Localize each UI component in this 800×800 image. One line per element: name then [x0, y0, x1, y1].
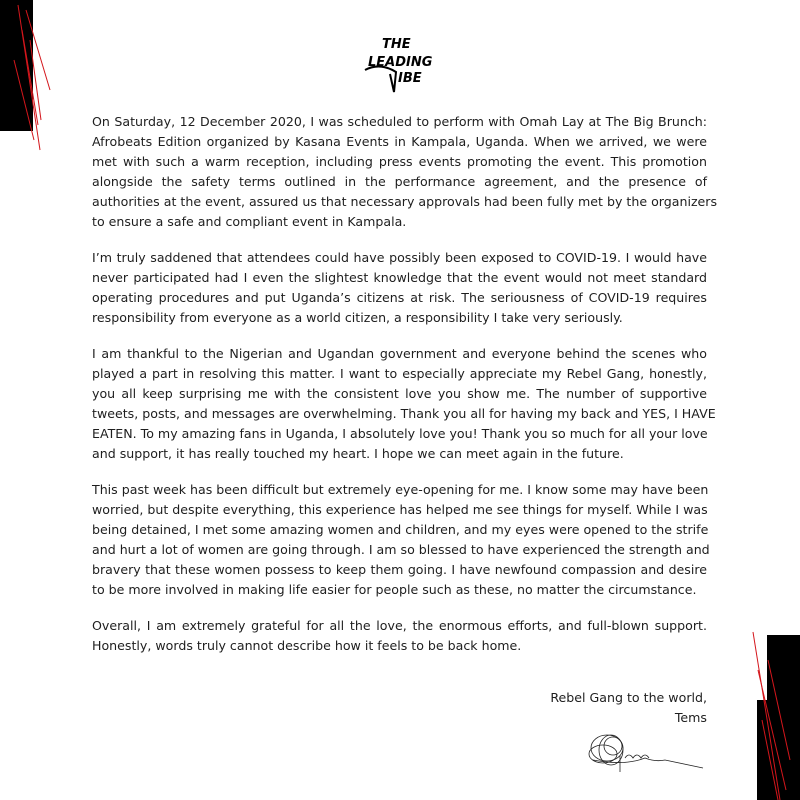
paragraph-line: bravery that these women possess to keep them going. I have newfound compassion and desire	[92, 562, 707, 577]
paragraph-line: and support, it has really touched my heart. I hope we can meet again in the future.	[92, 446, 624, 461]
paragraph-line: worried, but despite everything, this experience has helped me see things for myself. While I was	[92, 502, 708, 517]
signer-name: Tems	[674, 710, 707, 725]
paragraph-line: tweets, posts, and messages are overwhelming. Thank you all for having my back and YES, I HAVE	[92, 406, 716, 421]
paragraph-line: authorities at the event, assured us that necessary approvals had been fully met by the organizers	[92, 194, 718, 209]
letter-paragraph	[92, 480, 710, 600]
paragraph-line: Honestly, words truly cannot describe how it feels to be back home.	[92, 638, 522, 653]
svg-text:THE: THE	[382, 37, 411, 52]
decorative-brush-bottom-right	[750, 630, 800, 800]
paragraph-line: This past week has been difficult but extremely eye-opening for me. I know some may have been	[92, 482, 709, 497]
paragraph-line: I am thankful to the Nigerian and Ugandan government and everyone behind the scenes who	[92, 346, 707, 361]
paragraph-line: I’m truly saddened that attendees could have possibly been exposed to COVID-19. I would have	[92, 250, 707, 265]
svg-text:LEADING: LEADING	[368, 55, 433, 70]
paragraph-line: responsibility from everyone as a world citizen, a responsibility I take very seriously.	[92, 310, 623, 325]
letter-closing	[550, 688, 707, 728]
letter-paragraph	[92, 616, 707, 656]
paragraph-line: EATEN. To my amazing fans in Uganda, I absolutely love you! Thank you so much for all your love	[92, 426, 708, 441]
decorative-brush-top-left	[0, 0, 60, 160]
letter-paragraph	[92, 248, 707, 328]
paragraph-line: to be more involved in making life easier for people such as these, no matter the circumstance.	[92, 582, 697, 597]
letter-body	[92, 112, 718, 672]
paragraph-line: On Saturday, 12 December 2020, I was scheduled to perform with Omah Lay at The Big Brunch:	[92, 114, 707, 129]
paragraph-line: played a part in resolving this matter. I want to especially appreciate my Rebel Gang, honestly,	[92, 366, 707, 381]
paragraph-line: operating procedures and put Uganda’s citizens at risk. The seriousness of COVID-19 requires	[92, 290, 707, 305]
the-leading-vibe-logo	[360, 32, 440, 94]
paragraph-line: and hurt a lot of women are going through. I am so blessed to have experienced the strength and	[92, 542, 710, 557]
paragraph-line: you all keep surprising me with the consistent love you show me. The number of supportive	[92, 386, 707, 401]
paragraph-line: Overall, I am extremely grateful for all the love, the enormous efforts, and full-blown support.	[92, 618, 707, 633]
paragraph-line: met with such a warm reception, including press events promoting the event. This promotion	[92, 154, 707, 169]
paragraph-line: alongside the safety terms outlined in the performance agreement, and the presence of	[92, 174, 707, 189]
paragraph-line: to ensure a safe and compliant event in Kampala.	[92, 214, 407, 229]
handwritten-signature	[585, 728, 705, 778]
svg-text:IBE: IBE	[398, 71, 422, 86]
letter-paragraph	[92, 112, 718, 232]
closing-salutation: Rebel Gang to the world,	[550, 690, 707, 705]
paragraph-line: never participated had I even the slightest knowledge that the event would not meet standard	[92, 270, 707, 285]
paragraph-line: being detained, I met some amazing women and children, and my eyes were opened to the strife	[92, 522, 709, 537]
paragraph-line: Afrobeats Edition organized by Kasana Events in Kampala, Uganda. When we arrived, we were	[92, 134, 707, 149]
letter-paragraph	[92, 344, 716, 464]
